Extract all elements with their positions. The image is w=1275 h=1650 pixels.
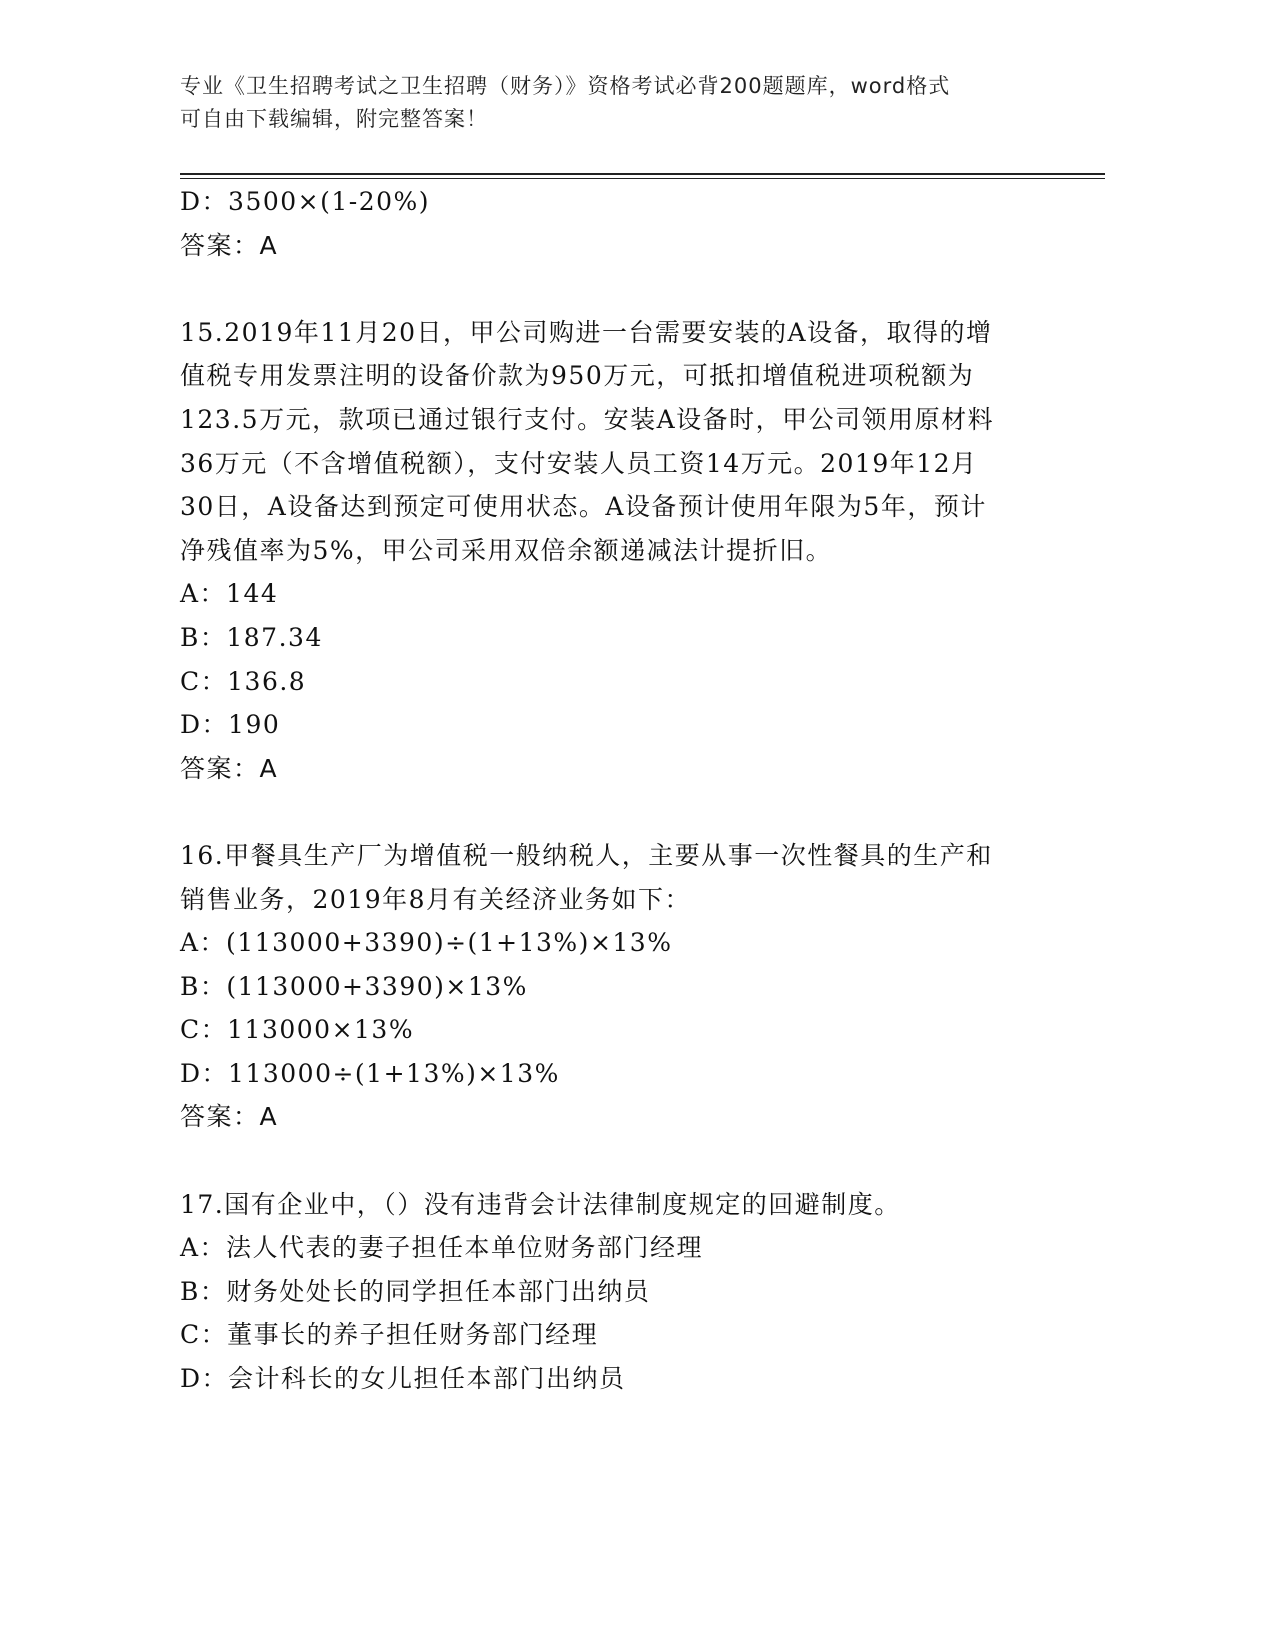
answer-line: 答案：A bbox=[180, 1102, 279, 1132]
answer-line: 答案：A bbox=[180, 230, 279, 260]
question-16-stem-line: 销售业务，2019年8月有关经济业务如下： bbox=[180, 884, 692, 914]
question-15-stem-line: 30日，A设备达到预定可使用状态。A设备预计使用年限为5年，预计 bbox=[180, 492, 987, 522]
question-15-stem-line: 36万元（不含增值税额），支付安装人员工资14万元。2019年12月 bbox=[180, 448, 978, 478]
option-c: C：董事长的养子担任财务部门经理 bbox=[180, 1320, 599, 1350]
question-15-stem-line: 值税专用发票注明的设备价款为950万元，可抵扣增值税进项税额为 bbox=[180, 361, 975, 391]
answer-line: 答案：A bbox=[180, 753, 279, 783]
spacer bbox=[180, 267, 1060, 311]
option-c: C：136.8 bbox=[180, 666, 307, 696]
option-d: D：113000÷(1+13%)×13% bbox=[180, 1058, 560, 1088]
option-d: D：3500×(1-20%) bbox=[180, 187, 431, 216]
header-rule-thick bbox=[180, 173, 1105, 175]
header-rule-thin bbox=[180, 178, 1105, 179]
option-a: A：144 bbox=[180, 579, 279, 609]
question-15 bbox=[180, 311, 1060, 791]
question-content bbox=[180, 180, 1060, 1401]
previous-question-tail bbox=[180, 180, 1060, 267]
question-15-stem-line: 123.5万元，款项已通过银行支付。安装A设备时，甲公司领用原材料 bbox=[180, 404, 995, 434]
question-17-stem-line: 17.国有企业中，（）没有违背会计法律制度规定的回避制度。 bbox=[180, 1189, 901, 1219]
spacer bbox=[180, 1139, 1060, 1183]
option-d: D：190 bbox=[180, 710, 281, 740]
question-16-stem-line: 16.甲餐具生产厂为增值税一般纳税人，主要从事一次性餐具的生产和 bbox=[180, 840, 993, 870]
option-d: D：会计科长的女儿担任本部门出纳员 bbox=[180, 1364, 626, 1394]
question-17 bbox=[180, 1183, 1060, 1401]
question-16 bbox=[180, 834, 1060, 1139]
question-15-stem-line: 15.2019年11月20日，甲公司购进一台需要安装的A设备，取得的增 bbox=[180, 317, 993, 347]
document-header bbox=[180, 70, 1060, 136]
spacer bbox=[180, 790, 1060, 834]
option-b: B：187.34 bbox=[180, 622, 323, 652]
header-line-2: 可自由下载编辑，附完整答案！ bbox=[180, 107, 488, 131]
option-a: A：法人代表的妻子担任本单位财务部门经理 bbox=[180, 1233, 704, 1263]
option-a: A：(113000+3390)÷(1+13%)×13% bbox=[180, 928, 673, 958]
option-b: B：财务处处长的同学担任本部门出纳员 bbox=[180, 1276, 651, 1306]
header-line-1: 专业《卫生招聘考试之卫生招聘（财务）》资格考试必背200题题库，word格式 bbox=[180, 74, 951, 98]
option-b: B：(113000+3390)×13% bbox=[180, 971, 528, 1001]
option-c: C：113000×13% bbox=[180, 1015, 415, 1045]
question-15-stem-line: 净残值率为5%，甲公司采用双倍余额递减法计提折旧。 bbox=[180, 535, 833, 565]
